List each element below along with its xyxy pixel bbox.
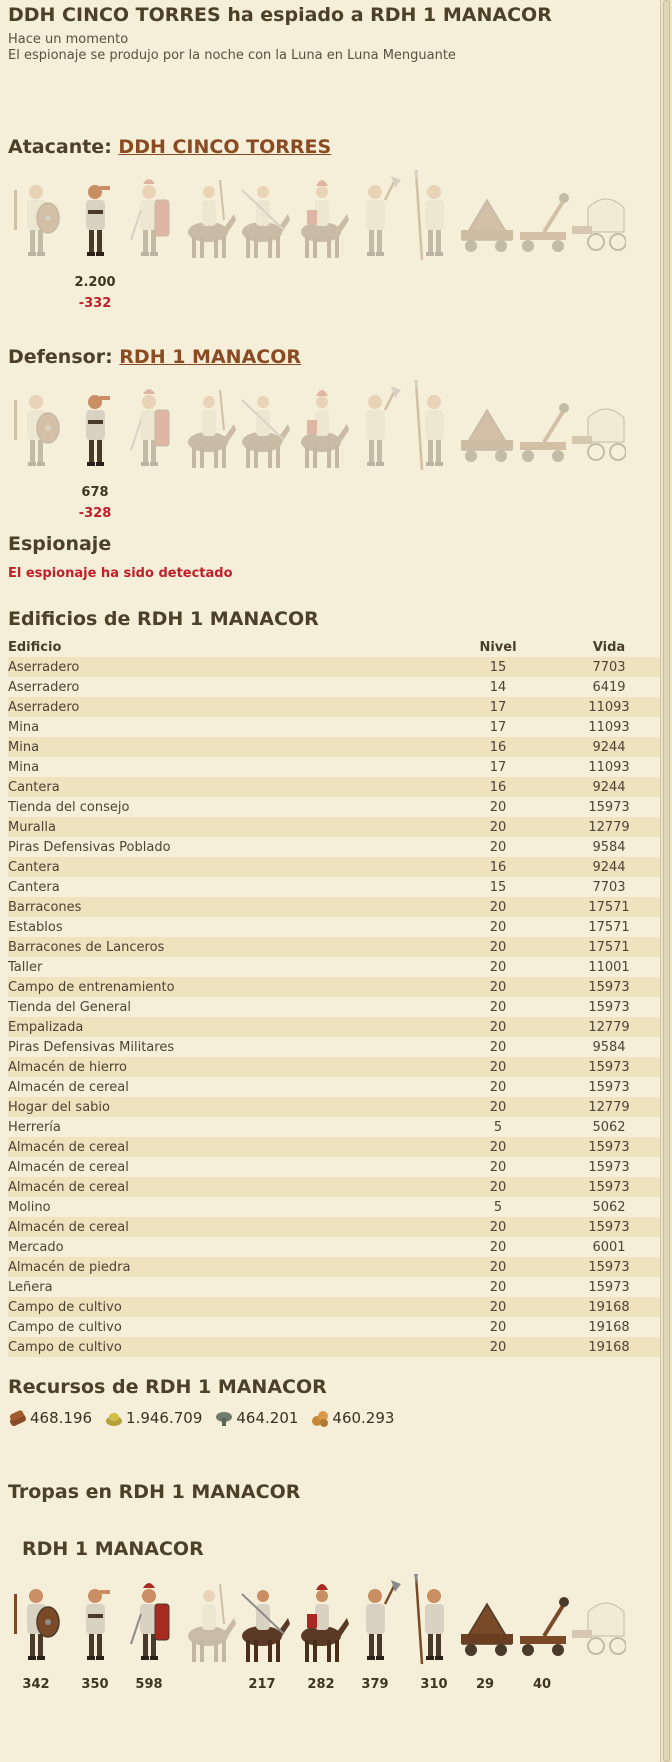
spearman-icon <box>406 380 462 475</box>
shield-warrior-icon <box>8 170 64 265</box>
resource-value: 1.946.709 <box>126 1409 203 1427</box>
building-health: 15973 <box>558 977 660 997</box>
table-row <box>8 697 660 717</box>
building-level: 20 <box>489 1319 507 1335</box>
buildings-heading: Edificios de RDH 1 MANACOR <box>8 608 319 630</box>
building-level: 17 <box>489 719 507 735</box>
building-name: Almacén de cereal <box>8 1177 438 1197</box>
catapult-icon <box>514 380 570 475</box>
building-name: Muralla <box>8 817 438 837</box>
troop-count: 598 <box>135 1677 163 1692</box>
building-health: 5062 <box>592 1199 626 1215</box>
col-edificio: Edificio <box>8 640 62 655</box>
building-health: 19168 <box>558 1337 660 1357</box>
resource-value: 464.201 <box>236 1409 299 1427</box>
table-row <box>8 717 660 737</box>
table-row <box>8 857 660 877</box>
building-level: 20 <box>438 1177 558 1197</box>
building-name: Barracones <box>8 897 438 917</box>
building-level: 16 <box>438 777 558 797</box>
building-level: 20 <box>438 1097 558 1117</box>
building-level: 20 <box>438 1017 558 1037</box>
resources-list <box>8 1408 406 1428</box>
building-health: 15973 <box>558 1137 660 1157</box>
heavy-cavalry-icon <box>293 1574 349 1669</box>
building-health: 15973 <box>588 1079 630 1095</box>
table-row <box>8 977 660 997</box>
attacker-link[interactable]: DDH CINCO TORRES <box>118 136 332 158</box>
building-level: 20 <box>489 1079 507 1095</box>
report-content <box>8 0 660 1692</box>
building-name: Cantera <box>8 777 438 797</box>
building-level: 20 <box>489 1039 507 1055</box>
iron-icon <box>214 1408 234 1428</box>
table-row <box>8 957 660 977</box>
troop-count: 40 <box>532 1677 552 1692</box>
table-row <box>8 1317 660 1337</box>
table-row <box>8 1077 660 1097</box>
building-level: 20 <box>438 1217 558 1237</box>
scout-icon <box>67 1574 123 1669</box>
table-row <box>8 1017 660 1037</box>
building-health: 12779 <box>558 817 660 837</box>
building-level: 5 <box>493 1119 503 1135</box>
building-level: 17 <box>489 759 507 775</box>
buildings-table <box>8 638 660 1357</box>
building-level: 20 <box>489 999 507 1015</box>
building-health: 17571 <box>558 897 660 917</box>
building-name: Mina <box>8 759 40 775</box>
building-health: 15973 <box>558 1057 660 1077</box>
building-health: 15973 <box>588 1159 630 1175</box>
table-row <box>8 1257 660 1277</box>
legionary-icon <box>121 170 177 265</box>
resource-item <box>8 1408 92 1428</box>
espionage-heading: Espionaje <box>8 533 112 555</box>
table-row <box>8 877 660 897</box>
table-row <box>8 1297 660 1317</box>
building-name: Barracones de Lanceros <box>8 937 438 957</box>
defender-label: Defensor: <box>8 346 113 368</box>
cavalry-scout-icon <box>180 1574 236 1669</box>
building-health: 9584 <box>592 1039 626 1055</box>
cavalry-scout-icon <box>180 380 236 475</box>
building-health: 9244 <box>558 857 660 877</box>
col-vida: Vida <box>592 640 626 655</box>
table-row <box>8 897 660 917</box>
building-level: 20 <box>438 1257 558 1277</box>
building-name: Almacén de hierro <box>8 1057 438 1077</box>
building-health: 19168 <box>588 1319 630 1335</box>
buildings-body <box>8 657 660 1357</box>
table-row <box>8 837 660 857</box>
building-health: 6419 <box>592 679 626 695</box>
table-row <box>8 1337 660 1357</box>
troop-count: 282 <box>307 1677 335 1692</box>
moon-note: El espionaje se produjo por la noche con la Luna en Luna Menguante <box>8 48 456 63</box>
building-name: Almacén de cereal <box>8 1217 438 1237</box>
table-row <box>8 1197 660 1217</box>
table-row <box>8 1157 660 1177</box>
building-level: 20 <box>489 1159 507 1175</box>
building-health: 11093 <box>588 759 630 775</box>
building-name: Cantera <box>8 879 60 895</box>
resource-value: 468.196 <box>30 1409 93 1427</box>
building-health: 12779 <box>558 1097 660 1117</box>
defender-count: 678 <box>81 485 109 500</box>
building-name: Campo de cultivo <box>8 1319 122 1335</box>
village-troop-counts <box>8 1677 660 1697</box>
building-level: 5 <box>493 1199 503 1215</box>
axeman-icon <box>347 170 403 265</box>
axeman-icon <box>347 380 403 475</box>
building-name: Almacén de cereal <box>8 1079 129 1095</box>
table-row <box>8 917 660 937</box>
building-name: Molino <box>8 1199 51 1215</box>
buildings-header-row <box>8 638 660 657</box>
scout-icon <box>67 170 123 265</box>
building-health: 19168 <box>558 1297 660 1317</box>
building-health: 15973 <box>588 799 630 815</box>
report-title: DDH CINCO TORRES ha espiado a RDH 1 MANACOR <box>8 4 552 26</box>
shield-warrior-icon <box>8 1574 64 1669</box>
building-level: 14 <box>489 679 507 695</box>
building-name: Aserradero <box>8 679 80 695</box>
spearman-icon <box>406 1574 462 1669</box>
building-health: 15973 <box>558 1217 660 1237</box>
building-level: 20 <box>438 817 558 837</box>
resource-item <box>310 1408 394 1428</box>
troop-count: 350 <box>81 1677 109 1692</box>
troop-count: 217 <box>248 1677 276 1692</box>
building-name: Almacén de cereal <box>8 1137 438 1157</box>
resource-item <box>214 1408 298 1428</box>
resource-value: 460.293 <box>332 1409 395 1427</box>
building-health: 11093 <box>558 697 660 717</box>
building-health: 15973 <box>558 1257 660 1277</box>
table-row <box>8 1117 660 1137</box>
table-row <box>8 797 660 817</box>
building-health: 11001 <box>588 959 630 975</box>
building-name: Empalizada <box>8 1017 438 1037</box>
building-level: 20 <box>438 897 558 917</box>
table-row <box>8 757 660 777</box>
building-level: 20 <box>489 799 507 815</box>
building-health: 9244 <box>558 737 660 757</box>
col-nivel: Nivel <box>479 640 517 655</box>
ram-icon <box>457 1574 513 1669</box>
resources-heading: Recursos de RDH 1 MANACOR <box>8 1376 327 1398</box>
building-name: Tienda del consejo <box>8 799 130 815</box>
building-health: 15973 <box>588 1279 630 1295</box>
table-row <box>8 677 660 697</box>
wagon-icon <box>570 380 626 475</box>
building-level: 20 <box>438 1057 558 1077</box>
building-name: Almacén de cereal <box>8 1159 129 1175</box>
legionary-icon <box>121 380 177 475</box>
building-level: 17 <box>438 697 558 717</box>
table-row <box>8 1057 660 1077</box>
building-health: 15973 <box>558 1177 660 1197</box>
building-name: Aserradero <box>8 697 438 717</box>
table-row <box>8 1237 660 1257</box>
light-cavalry-icon <box>234 380 290 475</box>
attacker-heading <box>8 136 331 158</box>
building-level: 20 <box>489 919 507 935</box>
grain-icon <box>104 1408 124 1428</box>
wagon-icon <box>570 170 626 265</box>
building-level: 15 <box>438 657 558 677</box>
building-level: 16 <box>438 857 558 877</box>
table-row <box>8 737 660 757</box>
table-row <box>8 817 660 837</box>
building-name: Taller <box>8 959 43 975</box>
building-level: 20 <box>489 839 507 855</box>
scrollbar-thumb[interactable] <box>663 0 670 1762</box>
legionary-icon <box>121 1574 177 1669</box>
building-level: 20 <box>438 1337 558 1357</box>
heavy-cavalry-icon <box>293 380 349 475</box>
building-health: 17571 <box>588 919 630 935</box>
building-health: 7703 <box>592 879 626 895</box>
table-row <box>8 1217 660 1237</box>
table-row <box>8 1177 660 1197</box>
shield-warrior-icon <box>8 380 64 475</box>
building-level: 20 <box>489 959 507 975</box>
axeman-icon <box>347 1574 403 1669</box>
building-name: Hogar del sabio <box>8 1097 438 1117</box>
building-health: 5062 <box>592 1119 626 1135</box>
building-health: 15973 <box>588 999 630 1015</box>
table-row <box>8 1277 660 1297</box>
building-name: Campo de cultivo <box>8 1297 438 1317</box>
report-time: Hace un momento <box>8 32 129 47</box>
table-row <box>8 1037 660 1057</box>
espionage-status: El espionaje ha sido detectado <box>8 566 233 581</box>
building-health: 6001 <box>592 1239 626 1255</box>
troop-count: 29 <box>475 1677 495 1692</box>
table-row <box>8 1097 660 1117</box>
building-level: 20 <box>438 1137 558 1157</box>
building-name: Mercado <box>8 1239 64 1255</box>
troop-count: 310 <box>420 1677 448 1692</box>
table-row <box>8 1137 660 1157</box>
table-row <box>8 657 660 677</box>
catapult-icon <box>514 1574 570 1669</box>
resource-item <box>104 1408 202 1428</box>
building-name: Mina <box>8 719 40 735</box>
building-level: 20 <box>438 977 558 997</box>
defender-link[interactable]: RDH 1 MANACOR <box>119 346 301 368</box>
table-row <box>8 937 660 957</box>
attacker-count: 2.200 <box>74 275 116 290</box>
building-health: 12779 <box>558 1017 660 1037</box>
building-health: 9584 <box>592 839 626 855</box>
wood-icon <box>8 1408 28 1428</box>
cavalry-scout-icon <box>180 170 236 265</box>
building-name: Campo de cultivo <box>8 1337 438 1357</box>
building-health: 7703 <box>558 657 660 677</box>
village-name: RDH 1 MANACOR <box>22 1538 204 1560</box>
scout-icon <box>67 380 123 475</box>
scrollbar[interactable] <box>660 0 672 1762</box>
building-health: 9244 <box>558 777 660 797</box>
defender-heading <box>8 346 301 368</box>
catapult-icon <box>514 170 570 265</box>
building-level: 20 <box>438 1297 558 1317</box>
attacker-loss: -332 <box>78 296 112 311</box>
spearman-icon <box>406 170 462 265</box>
attacker-units <box>8 170 660 270</box>
building-name: Cantera <box>8 857 438 877</box>
light-cavalry-icon <box>234 1574 290 1669</box>
ram-icon <box>457 380 513 475</box>
building-name: Herrería <box>8 1119 61 1135</box>
table-row <box>8 777 660 797</box>
building-level: 20 <box>489 1279 507 1295</box>
attacker-label: Atacante: <box>8 136 112 158</box>
building-health: 11093 <box>588 719 630 735</box>
building-level: 20 <box>489 1239 507 1255</box>
village-units <box>8 1574 660 1674</box>
defender-loss: -328 <box>78 506 112 521</box>
building-name: Aserradero <box>8 657 438 677</box>
heavy-cavalry-icon <box>293 170 349 265</box>
table-row <box>8 997 660 1017</box>
building-name: Tienda del General <box>8 999 131 1015</box>
defender-units <box>8 380 660 480</box>
light-cavalry-icon <box>234 170 290 265</box>
building-name: Piras Defensivas Militares <box>8 1039 175 1055</box>
troop-count: 342 <box>22 1677 50 1692</box>
building-health: 17571 <box>558 937 660 957</box>
wagon-icon <box>570 1574 626 1669</box>
building-level: 20 <box>438 937 558 957</box>
building-name: Campo de entrenamiento <box>8 977 438 997</box>
building-name: Mina <box>8 737 438 757</box>
stone-icon <box>310 1408 330 1428</box>
building-name: Establos <box>8 919 63 935</box>
troops-heading: Tropas en RDH 1 MANACOR <box>8 1481 301 1503</box>
building-level: 16 <box>438 737 558 757</box>
building-name: Piras Defensivas Poblado <box>8 839 171 855</box>
building-name: Leñera <box>8 1279 53 1295</box>
troop-count: 379 <box>361 1677 389 1692</box>
building-level: 15 <box>489 879 507 895</box>
ram-icon <box>457 170 513 265</box>
building-name: Almacén de piedra <box>8 1257 438 1277</box>
